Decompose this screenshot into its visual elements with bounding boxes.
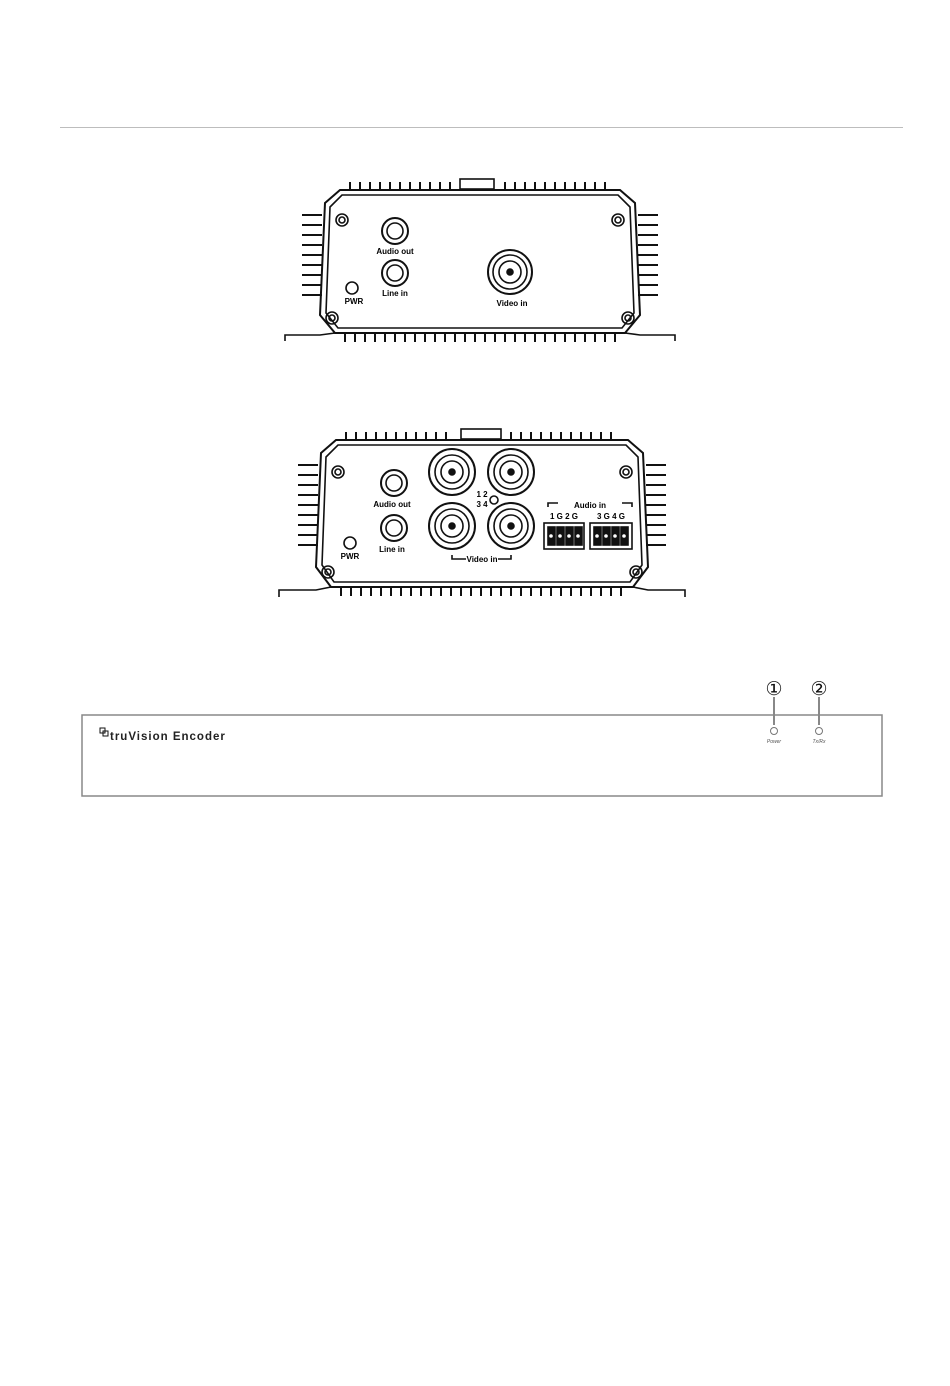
channel-label-row1: 1 2	[476, 490, 488, 499]
front-panel-body	[82, 715, 882, 796]
txrx-led-label: Tx/Rx	[812, 739, 826, 745]
channel-label-row2: 3 4	[476, 500, 488, 509]
power-led-label: Power	[766, 739, 782, 745]
terminal-right-label: 3 G 4 G	[596, 512, 626, 521]
single-channel-rear-panel-figure	[280, 175, 680, 345]
video-in-label: Video in	[496, 299, 528, 308]
four-channel-rear-panel-figure	[276, 425, 688, 600]
line-in-label: Line in	[379, 545, 405, 554]
callout-2: ②	[810, 679, 828, 700]
power-led-icon	[771, 728, 778, 735]
audio-out-label: Audio out	[376, 247, 414, 256]
callout-1: ①	[765, 679, 783, 700]
pwr-label: PWR	[344, 297, 364, 306]
audio-out-label: Audio out	[373, 500, 411, 509]
video-in-label: Video in	[466, 555, 498, 564]
audio-in-label: Audio in	[574, 501, 606, 510]
front-panel-figure	[80, 676, 885, 800]
txrx-led-icon	[816, 728, 823, 735]
header-rule	[60, 127, 903, 128]
terminal-block-icon	[544, 523, 584, 549]
line-in-label: Line in	[382, 289, 408, 298]
pwr-label: PWR	[340, 552, 360, 561]
brand-name: truVision Encoder	[110, 731, 226, 743]
terminal-left-label: 1 G 2 G	[549, 512, 579, 521]
brand-logo-icon	[100, 728, 108, 736]
